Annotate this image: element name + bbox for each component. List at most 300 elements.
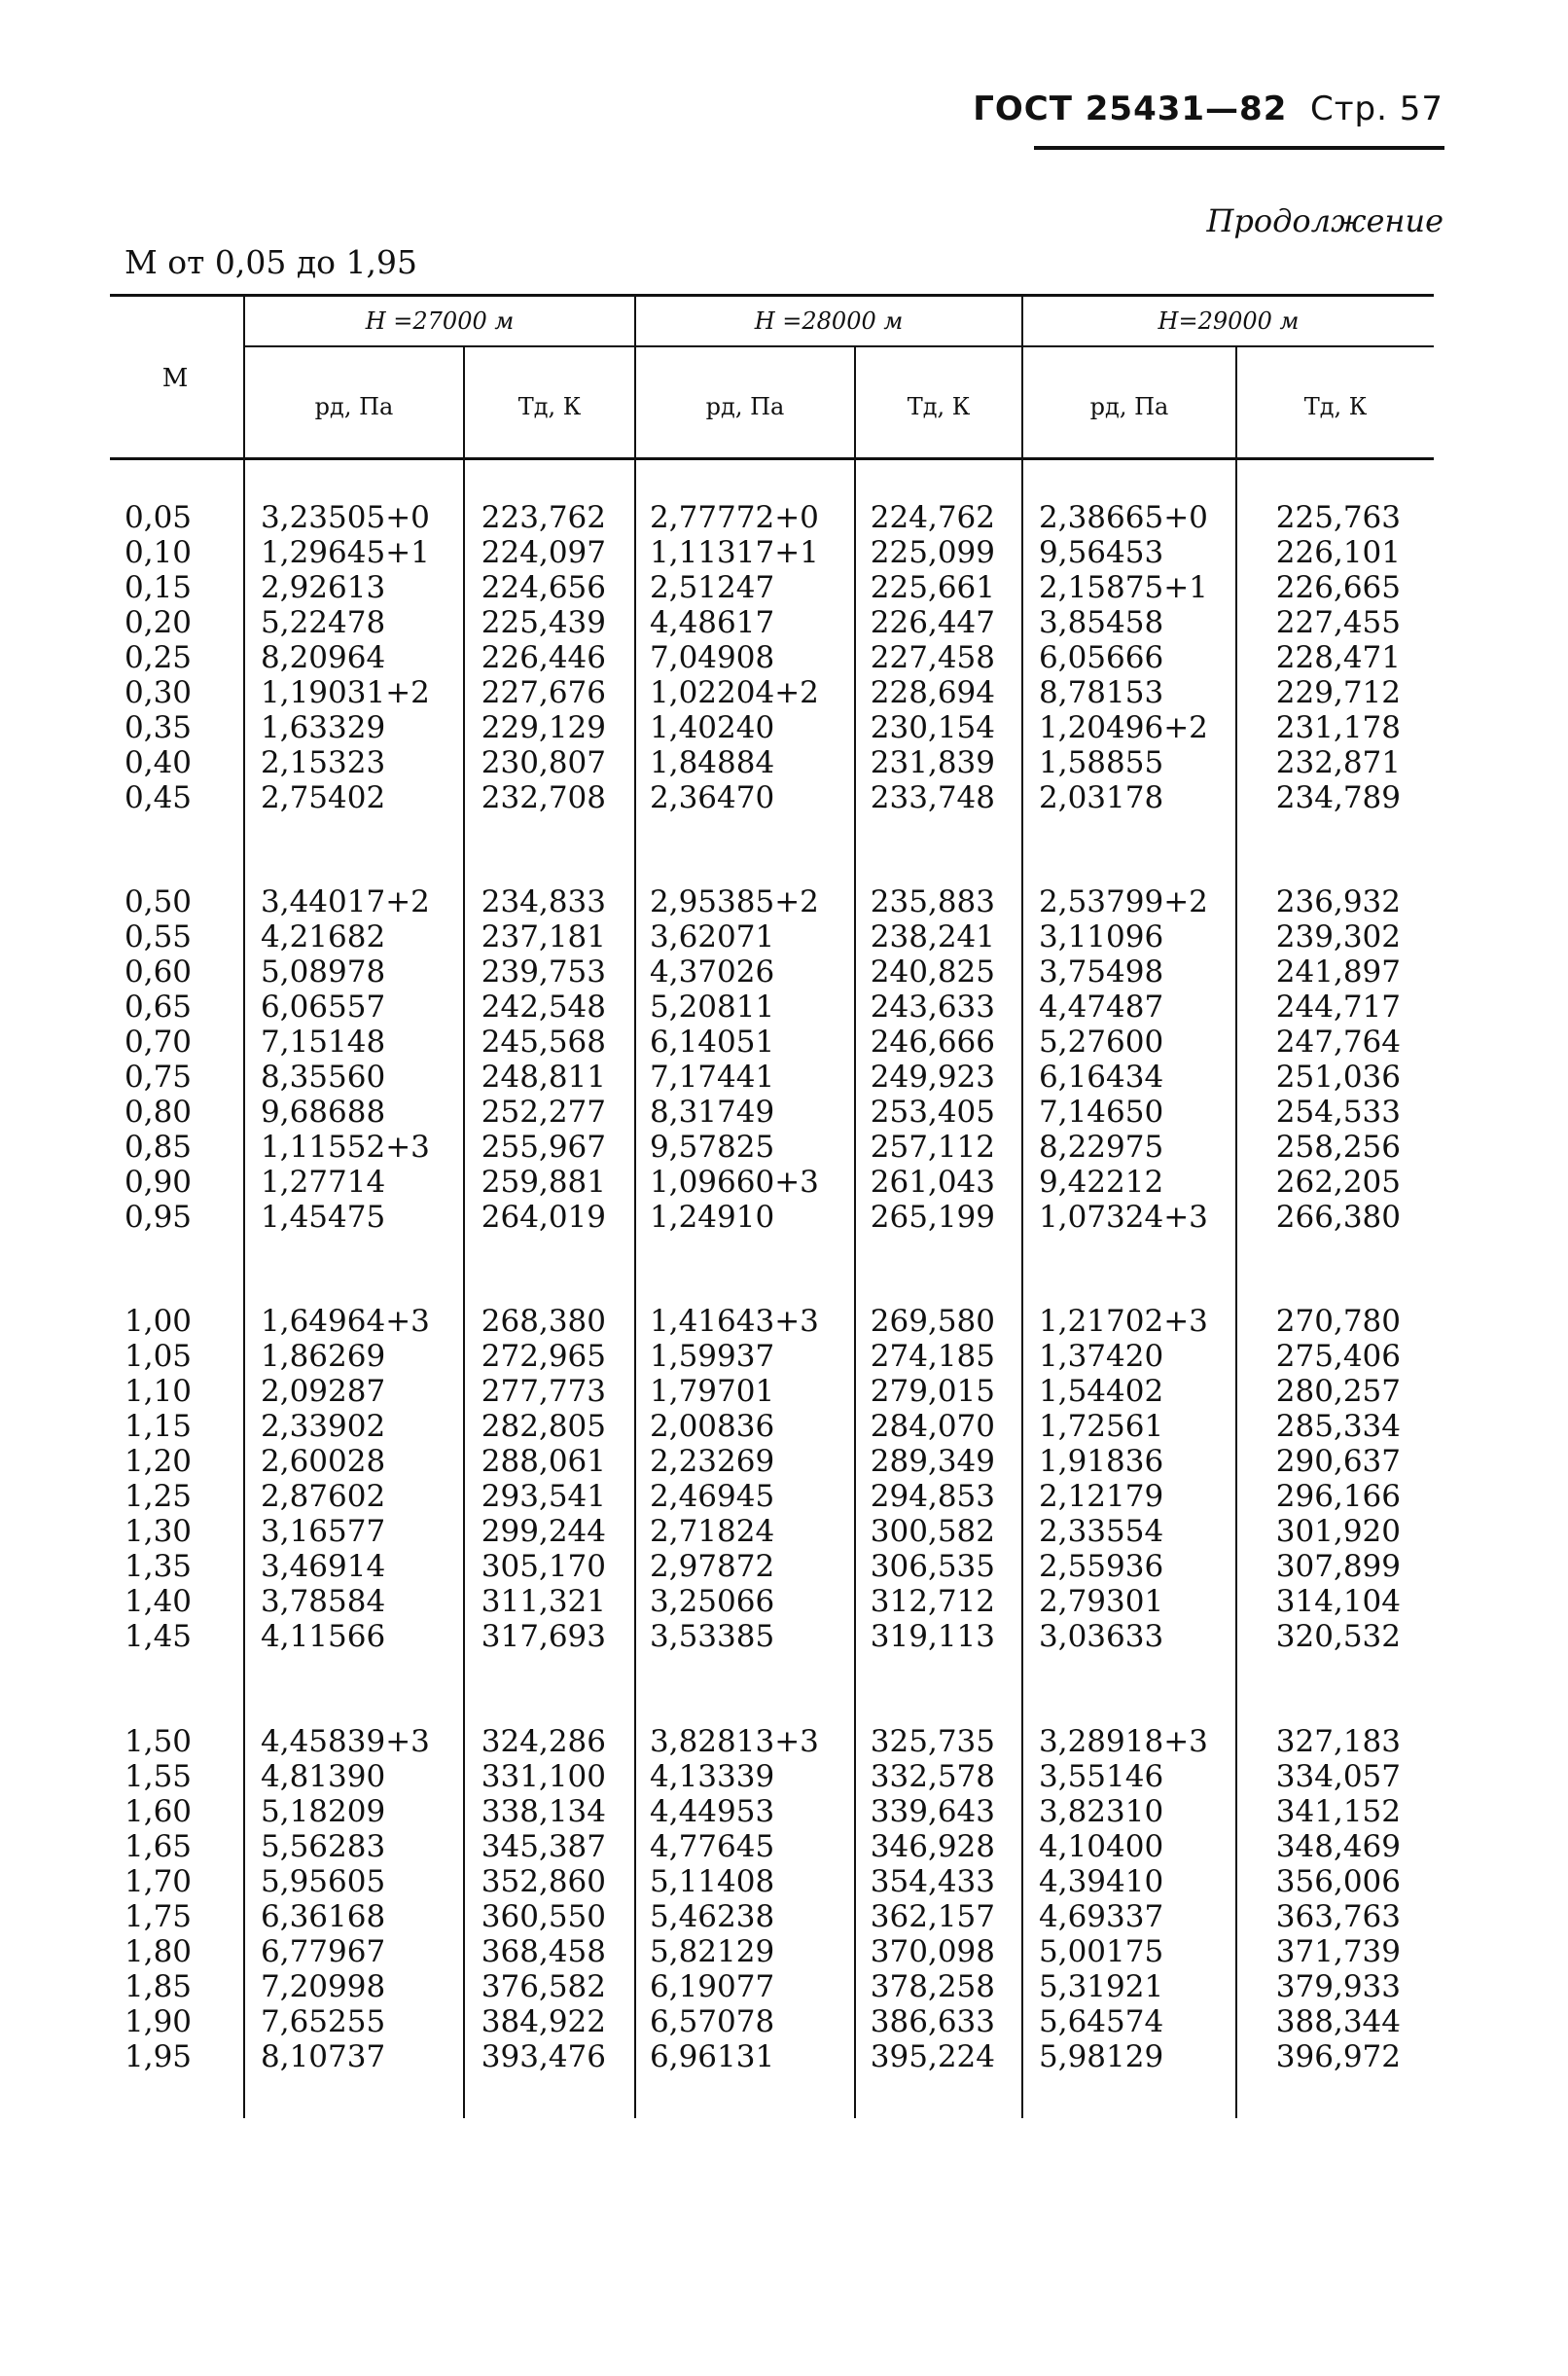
table-cell: 1,90 (125, 2004, 193, 2039)
block-4-g1-pressure (261, 1724, 455, 2074)
table-cell: 2,53799+2 (1039, 884, 1208, 919)
table-cell: 261,043 (870, 1165, 995, 1200)
table-cell: 9,56453 (1039, 535, 1164, 570)
table-cell: 1,40240 (650, 710, 775, 745)
table-cell: 246,666 (870, 1025, 995, 1060)
table-cell: 0,40 (125, 745, 193, 780)
table-cell: 251,036 (1275, 1060, 1401, 1095)
table-cell: 395,224 (870, 2039, 995, 2074)
table-cell: 3,03633 (1039, 1619, 1164, 1654)
block-1-g1-pressure (261, 500, 455, 815)
table-cell: 242,548 (481, 990, 606, 1025)
table-cell: 241,897 (1275, 954, 1401, 990)
table-cell: 7,17441 (650, 1060, 775, 1095)
table-cell: 234,789 (1275, 780, 1401, 815)
table-cell: 319,113 (870, 1619, 995, 1654)
table-cell: 6,19077 (650, 1969, 775, 2004)
table-cell: 259,881 (481, 1165, 606, 1200)
table-cell: 249,923 (870, 1060, 995, 1095)
table-cell: 2,38665+0 (1039, 500, 1208, 535)
table-cell: 1,54402 (1039, 1374, 1164, 1409)
table-cell: 4,45839+3 (261, 1724, 430, 1759)
table-cell: 324,286 (481, 1724, 606, 1759)
table-cell: 5,08978 (261, 954, 386, 990)
table-cell: 224,097 (481, 535, 606, 570)
table-cell: 233,748 (870, 780, 995, 815)
table-cell: 7,04908 (650, 640, 775, 675)
table-cell: 0,50 (125, 884, 193, 919)
table-cell: 2,09287 (261, 1374, 386, 1409)
table-cell: 331,100 (481, 1759, 606, 1794)
table-cell: 2,33554 (1039, 1514, 1164, 1549)
separator-group1 (634, 294, 636, 2118)
block-1-g3-pressure (1039, 500, 1233, 815)
table-cell: 4,81390 (261, 1759, 386, 1794)
table-cell: 346,928 (870, 1829, 995, 1864)
table-cell: 7,15148 (261, 1025, 386, 1060)
table-cell: 2,95385+2 (650, 884, 819, 919)
table-cell: 339,643 (870, 1794, 995, 1829)
table-cell: 227,458 (870, 640, 995, 675)
table-cell: 245,568 (481, 1025, 606, 1060)
table-cell: 5,31921 (1039, 1969, 1164, 2004)
table-cell: 3,28918+3 (1039, 1724, 1208, 1759)
table-cell: 254,533 (1275, 1095, 1401, 1130)
block-2-g1-pressure (261, 884, 455, 1235)
table-cell: 262,205 (1275, 1165, 1401, 1200)
table-cell: 5,56283 (261, 1829, 386, 1864)
table-cell: 229,712 (1275, 675, 1401, 710)
table-cell: 307,899 (1275, 1549, 1401, 1584)
table-cell: 370,098 (870, 1934, 995, 1969)
block-1-m-values (125, 500, 212, 815)
table-cell: 288,061 (481, 1444, 606, 1479)
table-cell: 1,41643+3 (650, 1304, 819, 1339)
table-cell: 290,637 (1275, 1444, 1401, 1479)
table-cell: 3,82813+3 (650, 1724, 819, 1759)
table-cell: 0,75 (125, 1060, 193, 1095)
table-cell: 0,95 (125, 1200, 193, 1235)
table-cell: 356,006 (1275, 1864, 1401, 1899)
table-cell: 252,277 (481, 1095, 606, 1130)
table-cell: 2,87602 (261, 1479, 386, 1514)
table-cell: 384,922 (481, 2004, 606, 2039)
table-cell: 6,06557 (261, 990, 386, 1025)
table-cell: 228,471 (1275, 640, 1401, 675)
table-cell: 376,582 (481, 1969, 606, 2004)
table-cell: 312,712 (870, 1584, 995, 1619)
table-cell: 1,80 (125, 1934, 193, 1969)
table-cell: 223,762 (481, 500, 606, 535)
table-cell: 1,24910 (650, 1200, 775, 1235)
table-cell: 1,63329 (261, 710, 386, 745)
table-cell: 2,79301 (1039, 1584, 1164, 1619)
table-cell: 5,00175 (1039, 1934, 1164, 1969)
table-cell: 226,446 (481, 640, 606, 675)
table-cell: 243,633 (870, 990, 995, 1025)
group2-t-header: Tд, К (907, 393, 971, 420)
table-cell: 6,96131 (650, 2039, 775, 2074)
table-cell: 232,871 (1275, 745, 1401, 780)
group3-p-header: pд, Па (1089, 393, 1169, 420)
block-1-g3-temperature (1237, 500, 1401, 815)
table-cell: 289,349 (870, 1444, 995, 1479)
table-cell: 5,27600 (1039, 1025, 1164, 1060)
table-cell: 5,95605 (261, 1864, 386, 1899)
table-cell: 6,77967 (261, 1934, 386, 1969)
table-cell: 2,71824 (650, 1514, 775, 1549)
table-cell: 9,42212 (1039, 1165, 1164, 1200)
table-cell: 253,405 (870, 1095, 995, 1130)
table-cell: 1,02204+2 (650, 675, 819, 710)
table-cell: 238,241 (870, 919, 995, 954)
table-cell: 2,75402 (261, 780, 386, 815)
block-3-g1-temperature (465, 1304, 606, 1654)
table-cell: 3,46914 (261, 1549, 386, 1584)
separator-m (243, 294, 245, 2118)
table-cell: 305,170 (481, 1549, 606, 1584)
table-cell: 334,057 (1275, 1759, 1401, 1794)
table-cell: 1,60 (125, 1794, 193, 1829)
table-cell: 1,00 (125, 1304, 193, 1339)
block-2-g2-temperature (856, 884, 995, 1235)
table-cell: 5,22478 (261, 605, 386, 640)
table-cell: 293,541 (481, 1479, 606, 1514)
table-cell: 362,157 (870, 1899, 995, 1934)
table-cell: 270,780 (1275, 1304, 1401, 1339)
table-cell: 244,717 (1275, 990, 1401, 1025)
table-cell: 2,15875+1 (1039, 570, 1208, 605)
table-cell: 224,762 (870, 500, 995, 535)
table-cell: 306,535 (870, 1549, 995, 1584)
table-cell: 311,321 (481, 1584, 606, 1619)
table-cell: 237,181 (481, 919, 606, 954)
table-cell: 3,85458 (1039, 605, 1164, 640)
table-cell: 7,65255 (261, 2004, 386, 2039)
table-cell: 284,070 (870, 1409, 995, 1444)
table-cell: 5,82129 (650, 1934, 775, 1969)
table-cell: 3,11096 (1039, 919, 1164, 954)
group2-p-header: pд, Па (705, 393, 785, 420)
table-cell: 3,44017+2 (261, 884, 430, 919)
table-cell: 4,10400 (1039, 1829, 1164, 1864)
table-cell: 3,53385 (650, 1619, 775, 1654)
table-cell: 6,57078 (650, 2004, 775, 2039)
table-cell: 1,19031+2 (261, 675, 430, 710)
table-cell: 0,10 (125, 535, 193, 570)
table-cell: 8,10737 (261, 2039, 386, 2074)
table-cell: 8,31749 (650, 1095, 775, 1130)
table-cell: 1,09660+3 (650, 1165, 819, 1200)
block-2-g2-pressure (650, 884, 849, 1235)
table-cell: 2,00836 (650, 1409, 775, 1444)
table-cell: 1,70 (125, 1864, 193, 1899)
table-cell: 228,694 (870, 675, 995, 710)
table-cell: 300,582 (870, 1514, 995, 1549)
table-cell: 1,11317+1 (650, 535, 819, 570)
table-cell: 2,97872 (650, 1549, 775, 1584)
block-3-g3-pressure (1039, 1304, 1233, 1654)
block-4-g1-temperature (465, 1724, 606, 2074)
table-cell: 8,78153 (1039, 675, 1164, 710)
table-cell: 227,676 (481, 675, 606, 710)
table-cell: 386,633 (870, 2004, 995, 2039)
table-cell: 0,55 (125, 919, 193, 954)
table-cell: 282,805 (481, 1409, 606, 1444)
table-cell: 352,860 (481, 1864, 606, 1899)
table-cell: 224,656 (481, 570, 606, 605)
table-cell: 1,07324+3 (1039, 1200, 1208, 1235)
table-cell: 5,20811 (650, 990, 775, 1025)
table-cell: 1,10 (125, 1374, 193, 1409)
table-cell: 341,152 (1275, 1794, 1401, 1829)
table-cell: 265,199 (870, 1200, 995, 1235)
table-cell: 368,458 (481, 1934, 606, 1969)
table-cell: 1,35 (125, 1549, 193, 1584)
m-column-header: М (161, 364, 189, 393)
group1-t-header: Tд, К (517, 393, 582, 420)
table-cell: 1,25 (125, 1479, 193, 1514)
table-cell: 1,72561 (1039, 1409, 1164, 1444)
table-cell: 6,16434 (1039, 1060, 1164, 1095)
table-cell: 1,29645+1 (261, 535, 430, 570)
table-cell: 1,27714 (261, 1165, 386, 1200)
group-header-rule (245, 345, 1434, 347)
table-cell: 2,23269 (650, 1444, 775, 1479)
table-cell: 2,60028 (261, 1444, 386, 1479)
table-cell: 4,37026 (650, 954, 775, 990)
table-cell: 274,185 (870, 1339, 995, 1374)
table-cell: 1,30 (125, 1514, 193, 1549)
table-cell: 3,55146 (1039, 1759, 1164, 1794)
table-cell: 227,455 (1275, 605, 1401, 640)
table-cell: 3,23505+0 (261, 500, 430, 535)
table-cell: 0,90 (125, 1165, 193, 1200)
table-cell: 269,580 (870, 1304, 995, 1339)
block-3-g2-pressure (650, 1304, 849, 1654)
block-3-g1-pressure (261, 1304, 455, 1654)
block-2-g1-temperature (465, 884, 606, 1235)
table-cell: 5,18209 (261, 1794, 386, 1829)
table-cell: 378,258 (870, 1969, 995, 2004)
block-4-g3-temperature (1237, 1724, 1401, 2074)
table-cell: 2,12179 (1039, 1479, 1164, 1514)
table-cell: 1,40 (125, 1584, 193, 1619)
table-cell: 338,134 (481, 1794, 606, 1829)
table-cell: 5,46238 (650, 1899, 775, 1934)
table-cell: 4,13339 (650, 1759, 775, 1794)
table-cell: 9,68688 (261, 1095, 386, 1130)
table-cell: 4,47487 (1039, 990, 1164, 1025)
table-cell: 234,833 (481, 884, 606, 919)
table-cell: 2,03178 (1039, 780, 1164, 815)
table-cell: 5,98129 (1039, 2039, 1164, 2074)
table-cell: 266,380 (1275, 1200, 1401, 1235)
table-cell: 317,693 (481, 1619, 606, 1654)
table-cell: 6,05666 (1039, 640, 1164, 675)
table-cell: 4,21682 (261, 919, 386, 954)
table-cell: 327,183 (1275, 1724, 1401, 1759)
table-cell: 225,763 (1275, 500, 1401, 535)
block-1-g2-temperature (856, 500, 995, 815)
table-cell: 257,112 (870, 1130, 995, 1165)
table-cell: 0,30 (125, 675, 193, 710)
table-cell: 280,257 (1275, 1374, 1401, 1409)
table-cell: 0,35 (125, 710, 193, 745)
table-cell: 0,65 (125, 990, 193, 1025)
table-cell: 332,578 (870, 1759, 995, 1794)
table-cell: 4,11566 (261, 1619, 386, 1654)
table-cell: 4,77645 (650, 1829, 775, 1864)
range-label: М от 0,05 до 1,95 (125, 243, 418, 281)
separator-group2 (1021, 294, 1023, 2118)
block-4-m-values (125, 1724, 212, 2074)
table-cell: 0,20 (125, 605, 193, 640)
table-cell: 2,15323 (261, 745, 386, 780)
table-cell: 348,469 (1275, 1829, 1401, 1864)
table-cell: 371,739 (1275, 1934, 1401, 1969)
group3-t-header: Tд, К (1303, 393, 1368, 420)
table-cell: 396,972 (1275, 2039, 1401, 2074)
table-cell: 3,25066 (650, 1584, 775, 1619)
block-2-g3-temperature (1237, 884, 1401, 1235)
group1-p-header: pд, Па (314, 393, 394, 420)
table-cell: 226,447 (870, 605, 995, 640)
table-cell: 2,92613 (261, 570, 386, 605)
table-cell: 229,129 (481, 710, 606, 745)
table-cell: 314,104 (1275, 1584, 1401, 1619)
table-cell: 2,33902 (261, 1409, 386, 1444)
table-cell: 8,35560 (261, 1060, 386, 1095)
table-cell: 1,45 (125, 1619, 193, 1654)
table-cell: 0,45 (125, 780, 193, 815)
table-cell: 1,86269 (261, 1339, 386, 1374)
table-cell: 1,91836 (1039, 1444, 1164, 1479)
table-cell: 1,55 (125, 1759, 193, 1794)
table-cell: 0,80 (125, 1095, 193, 1130)
table-cell: 2,55936 (1039, 1549, 1164, 1584)
table-cell: 3,82310 (1039, 1794, 1164, 1829)
block-4-g2-temperature (856, 1724, 995, 2074)
table-cell: 225,099 (870, 535, 995, 570)
table-cell: 345,387 (481, 1829, 606, 1864)
table-cell: 5,11408 (650, 1864, 775, 1899)
table-cell: 2,46945 (650, 1479, 775, 1514)
table-cell: 3,16577 (261, 1514, 386, 1549)
table-cell: 6,36168 (261, 1899, 386, 1934)
table-cell: 279,015 (870, 1374, 995, 1409)
table-cell: 272,965 (481, 1339, 606, 1374)
table-cell: 363,763 (1275, 1899, 1401, 1934)
table-cell: 275,406 (1275, 1339, 1401, 1374)
standard-number: ГОСТ 25431—82 (973, 90, 1288, 128)
table-cell: 239,753 (481, 954, 606, 990)
table-cell: 1,79701 (650, 1374, 775, 1409)
table-cell: 255,967 (481, 1130, 606, 1165)
table-cell: 285,334 (1275, 1409, 1401, 1444)
table-cell: 0,85 (125, 1130, 193, 1165)
table-cell: 0,05 (125, 500, 193, 535)
table-cell: 226,665 (1275, 570, 1401, 605)
table-cell: 225,661 (870, 570, 995, 605)
table-cell: 393,476 (481, 2039, 606, 2074)
table-cell: 296,166 (1275, 1479, 1401, 1514)
block-3-g3-temperature (1237, 1304, 1401, 1654)
table-cell: 264,019 (481, 1200, 606, 1235)
table-cell: 240,825 (870, 954, 995, 990)
table-cell: 8,22975 (1039, 1130, 1164, 1165)
table-cell: 1,75 (125, 1899, 193, 1934)
table-cell: 1,50 (125, 1724, 193, 1759)
table-cell: 247,764 (1275, 1025, 1401, 1060)
table-cell: 7,20998 (261, 1969, 386, 2004)
table-cell: 226,101 (1275, 535, 1401, 570)
table-cell: 1,59937 (650, 1339, 775, 1374)
header-rule (1034, 146, 1444, 150)
table-cell: 1,11552+3 (261, 1130, 430, 1165)
table-cell: 230,154 (870, 710, 995, 745)
table-cell: 0,25 (125, 640, 193, 675)
table-cell: 1,15 (125, 1409, 193, 1444)
table-cell: 1,45475 (261, 1200, 386, 1235)
table-cell: 301,920 (1275, 1514, 1401, 1549)
table-cell: 5,64574 (1039, 2004, 1164, 2039)
table-cell: 1,20496+2 (1039, 710, 1208, 745)
continuation-label: Продолжение (1206, 202, 1443, 239)
block-4-g2-pressure (650, 1724, 849, 2074)
table-cell: 320,532 (1275, 1619, 1401, 1654)
block-2-m-values (125, 884, 212, 1235)
table-cell: 388,344 (1275, 2004, 1401, 2039)
table-cell: 235,883 (870, 884, 995, 919)
block-1-g2-pressure (650, 500, 849, 815)
block-2-g3-pressure (1039, 884, 1233, 1235)
table-cell: 7,14650 (1039, 1095, 1164, 1130)
table-cell: 0,70 (125, 1025, 193, 1060)
table-cell: 1,58855 (1039, 745, 1164, 780)
table-cell: 1,85 (125, 1969, 193, 2004)
table-cell: 325,735 (870, 1724, 995, 1759)
table-cell: 2,51247 (650, 570, 775, 605)
table-cell: 258,256 (1275, 1130, 1401, 1165)
table-cell: 360,550 (481, 1899, 606, 1934)
table-cell: 231,839 (870, 745, 995, 780)
block-3-m-values (125, 1304, 212, 1654)
block-1-g1-temperature (465, 500, 606, 815)
table-cell: 236,932 (1275, 884, 1401, 919)
table-cell: 248,811 (481, 1060, 606, 1095)
group1-title: H =27000 м (365, 307, 515, 335)
table-cell: 1,65 (125, 1829, 193, 1864)
table-cell: 268,380 (481, 1304, 606, 1339)
table-cell: 354,433 (870, 1864, 995, 1899)
table-cell: 2,77772+0 (650, 500, 819, 535)
table-cell: 1,64964+3 (261, 1304, 430, 1339)
table-cell: 1,95 (125, 2039, 193, 2074)
table-cell: 4,39410 (1039, 1864, 1164, 1899)
table-cell: 1,20 (125, 1444, 193, 1479)
group2-title: H =28000 м (754, 307, 904, 335)
group3-title: H=29000 м (1158, 307, 1300, 335)
table-cell: 0,15 (125, 570, 193, 605)
table-cell: 6,14051 (650, 1025, 775, 1060)
block-3-g2-temperature (856, 1304, 995, 1654)
table-cell: 225,439 (481, 605, 606, 640)
table-cell: 231,178 (1275, 710, 1401, 745)
table-cell: 239,302 (1275, 919, 1401, 954)
table-cell: 277,773 (481, 1374, 606, 1409)
page-number: Стр. 57 (1309, 90, 1443, 128)
